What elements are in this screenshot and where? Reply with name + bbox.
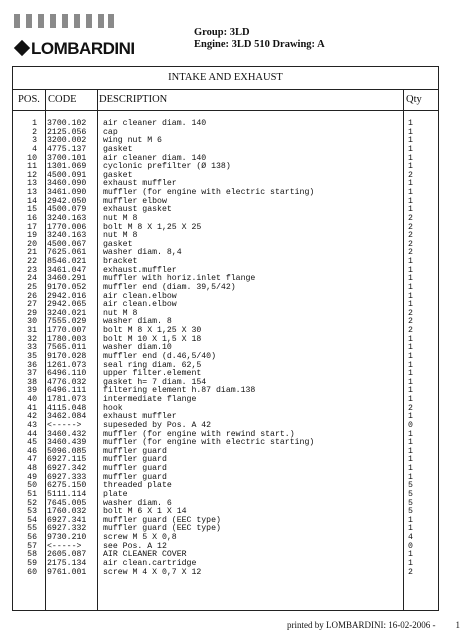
part-code: 1261.073 xyxy=(47,360,87,370)
part-qty: 1 xyxy=(408,119,413,128)
part-description: bolt M 8 X 1,25 X 25 xyxy=(103,222,202,232)
part-description: muffler with horiz.inlet flange xyxy=(103,274,256,284)
part-pos: 23 xyxy=(27,265,37,275)
part-description: muffler guard xyxy=(103,446,167,456)
column-header-pos: POS. xyxy=(13,89,45,111)
part-qty: 1 xyxy=(408,179,413,189)
part-code: 6927.333 xyxy=(47,472,87,482)
part-qty: 1 xyxy=(408,472,413,482)
print-footer xyxy=(287,620,460,630)
part-pos: 20 xyxy=(27,239,37,249)
part-description: exhaust gasket xyxy=(103,205,172,215)
engine-drawing-label: Engine: 3LD 510 Drawing: A xyxy=(194,39,325,50)
part-description: gasket h= 7 diam. 154 xyxy=(103,377,207,387)
part-qty: 1 xyxy=(408,282,413,292)
part-pos: 25 xyxy=(27,282,37,292)
part-qty: 2 xyxy=(408,317,413,327)
part-pos: 51 xyxy=(27,489,37,499)
part-qty: 1 xyxy=(408,395,413,404)
part-qty: 2 xyxy=(408,248,413,258)
part-code: 4775.137 xyxy=(47,144,87,154)
part-code: 1770.006 xyxy=(47,222,87,232)
part-pos: 45 xyxy=(27,438,37,448)
part-code: <-----> xyxy=(47,420,82,430)
part-description: exhaust muffler xyxy=(103,412,177,422)
part-pos: 17 xyxy=(27,222,37,232)
part-pos: 24 xyxy=(27,274,37,284)
part-code: 7555.029 xyxy=(47,317,87,327)
part-qty: 1 xyxy=(408,127,413,137)
part-pos: 53 xyxy=(27,507,37,517)
part-code: 3240.163 xyxy=(47,213,87,223)
part-pos: 59 xyxy=(27,558,37,568)
part-description: muffler (for engine with electric starting) xyxy=(103,438,315,448)
part-description: screw M 4 X 0,7 X 12 xyxy=(103,567,202,577)
part-pos: 32 xyxy=(27,334,37,344)
lombardini-logo xyxy=(14,14,135,58)
part-qty: 1 xyxy=(408,153,413,163)
logo-diamond-icon xyxy=(14,40,30,56)
part-description: air cleaner diam. 140 xyxy=(103,119,207,128)
column-header-code: CODE xyxy=(45,89,97,111)
part-description: nut M 8 xyxy=(103,213,138,223)
part-description: cyclonic prefilter (Ø 138) xyxy=(103,162,231,172)
part-description: upper filter.element xyxy=(103,369,202,379)
part-qty: 1 xyxy=(408,550,413,560)
part-description: muffler guard (EEC type) xyxy=(103,524,221,534)
part-code: 6927.342 xyxy=(47,464,87,473)
part-qty: 2 xyxy=(408,403,413,413)
part-qty: 1 xyxy=(408,136,413,146)
part-code: 5096.085 xyxy=(47,446,87,456)
group-label: Group: 3LD xyxy=(194,27,250,38)
part-pos: 55 xyxy=(27,524,37,534)
part-code: 3460.291 xyxy=(47,274,87,284)
part-pos: 47 xyxy=(27,455,37,465)
section-title: INTAKE AND EXHAUST xyxy=(13,67,438,90)
part-description: air clean.elbow xyxy=(103,300,177,310)
part-qty: 0 xyxy=(408,541,413,551)
part-pos: 16 xyxy=(27,213,37,223)
part-description: filtering element h.87 diam.138 xyxy=(103,386,256,396)
part-description: gasket xyxy=(103,170,133,180)
part-description: hook xyxy=(103,403,123,413)
part-pos: 26 xyxy=(27,291,37,301)
part-code: 9761.001 xyxy=(47,567,87,577)
part-qty: 1 xyxy=(408,343,413,353)
part-pos: 21 xyxy=(27,248,37,258)
part-description: gasket xyxy=(103,239,133,249)
part-code: 6275.150 xyxy=(47,481,87,491)
part-pos: 10 xyxy=(27,153,37,163)
part-description: muffler (for engine with electric starting) xyxy=(103,188,315,197)
part-description: plate xyxy=(103,489,128,499)
part-qty: 2 xyxy=(408,222,413,232)
part-qty: 4 xyxy=(408,533,413,542)
part-qty: 1 xyxy=(408,369,413,379)
part-qty: 2 xyxy=(408,567,413,577)
part-pos: 52 xyxy=(27,498,37,508)
part-code: 2942.065 xyxy=(47,300,87,310)
part-code: 3700.101 xyxy=(47,153,87,163)
part-pos: 31 xyxy=(27,326,37,335)
part-pos: 30 xyxy=(27,317,37,327)
part-description: bracket xyxy=(103,257,138,266)
part-pos: 13 xyxy=(27,179,37,189)
part-code: 1301.069 xyxy=(47,162,87,172)
part-code: 7625.061 xyxy=(47,248,87,258)
part-qty: 2 xyxy=(408,231,413,241)
part-code: 1770.007 xyxy=(47,326,87,335)
part-description: washer diam.10 xyxy=(103,343,172,353)
part-description: see Pos. A 12 xyxy=(103,541,167,551)
part-description: muffler end (d.46,5/40) xyxy=(103,351,217,361)
part-qty: 1 xyxy=(408,257,413,266)
part-qty: 1 xyxy=(408,524,413,534)
part-description: bolt M 10 X 1,5 X 18 xyxy=(103,334,202,344)
part-code: 7565.011 xyxy=(47,343,87,353)
part-description: muffler guard xyxy=(103,455,167,465)
part-pos: 2 xyxy=(32,127,37,137)
part-description: cap xyxy=(103,127,118,137)
part-pos: 56 xyxy=(27,533,37,542)
part-code: 3700.102 xyxy=(47,119,87,128)
part-code: 2942.016 xyxy=(47,291,87,301)
part-qty: 2 xyxy=(408,170,413,180)
part-qty: 5 xyxy=(408,489,413,499)
printed-by-text: printed by LOMBARDINI: 16-02-2006 - xyxy=(287,620,436,630)
part-qty: 1 xyxy=(408,205,413,215)
part-description: muffler guard xyxy=(103,464,167,473)
part-pos: 19 xyxy=(27,231,37,241)
part-code: 8546.021 xyxy=(47,257,87,266)
part-pos: 35 xyxy=(27,351,37,361)
part-qty: 1 xyxy=(408,265,413,275)
part-pos: 29 xyxy=(27,308,37,318)
logo-stripes xyxy=(14,14,114,28)
part-description: seal ring diam. 62,5 xyxy=(103,360,202,370)
part-code: 9170.052 xyxy=(47,282,87,292)
part-code: 6927.332 xyxy=(47,524,87,534)
part-qty: 1 xyxy=(408,291,413,301)
part-description: bolt M 8 X 1,25 X 30 xyxy=(103,326,202,335)
part-qty: 1 xyxy=(408,412,413,422)
page-number: 1 xyxy=(455,620,460,630)
part-pos: 41 xyxy=(27,403,37,413)
table-row xyxy=(13,569,438,578)
part-code: 9170.028 xyxy=(47,351,87,361)
part-description: muffler guard (EEC type) xyxy=(103,515,221,525)
part-pos: 50 xyxy=(27,481,37,491)
part-pos: 33 xyxy=(27,343,37,353)
part-description: threaded plate xyxy=(103,481,172,491)
parts-list xyxy=(13,120,438,577)
part-description: exhaust muffler xyxy=(103,179,177,189)
part-qty: 2 xyxy=(408,213,413,223)
part-pos: 57 xyxy=(27,541,37,551)
part-qty: 5 xyxy=(408,498,413,508)
part-qty: 5 xyxy=(408,481,413,491)
part-qty: 1 xyxy=(408,300,413,310)
part-code: 3240.163 xyxy=(47,231,87,241)
part-pos: 3 xyxy=(32,136,37,146)
part-code: 3460.439 xyxy=(47,438,87,448)
part-qty: 0 xyxy=(408,420,413,430)
part-pos: 44 xyxy=(27,429,37,439)
part-description: exhaust.muffler xyxy=(103,265,177,275)
part-description: nut M 8 xyxy=(103,231,138,241)
part-qty: 2 xyxy=(408,326,413,335)
part-pos: 58 xyxy=(27,550,37,560)
part-pos: 11 xyxy=(27,162,37,172)
part-pos: 48 xyxy=(27,464,37,473)
part-pos: 4 xyxy=(32,144,37,154)
part-qty: 1 xyxy=(408,360,413,370)
part-pos: 54 xyxy=(27,515,37,525)
part-qty: 1 xyxy=(408,455,413,465)
part-description: nut M 8 xyxy=(103,308,138,318)
part-pos: 15 xyxy=(27,205,37,215)
part-qty: 1 xyxy=(408,162,413,172)
part-code: 6496.111 xyxy=(47,386,87,396)
part-qty: 1 xyxy=(408,438,413,448)
part-description: washer diam. 8 xyxy=(103,317,172,327)
part-code: 3240.021 xyxy=(47,308,87,318)
part-qty: 1 xyxy=(408,274,413,284)
part-code: 2175.134 xyxy=(47,558,87,568)
part-code: 6927.341 xyxy=(47,515,87,525)
part-description: muffler guard xyxy=(103,472,167,482)
part-code: 1781.073 xyxy=(47,395,87,404)
part-code: 2125.056 xyxy=(47,127,87,137)
part-pos: 46 xyxy=(27,446,37,456)
part-qty: 2 xyxy=(408,239,413,249)
column-header-qty: Qty xyxy=(403,89,438,111)
part-code: 3462.084 xyxy=(47,412,87,422)
part-qty: 1 xyxy=(408,429,413,439)
column-header-description: DESCRIPTION xyxy=(97,89,403,111)
part-pos: 1 xyxy=(32,119,37,128)
part-code: 3460.432 xyxy=(47,429,87,439)
part-code: 4500.091 xyxy=(47,170,87,180)
part-code: 4115.048 xyxy=(47,403,87,413)
part-code: 3461.047 xyxy=(47,265,87,275)
part-description: AIR CLEANER COVER xyxy=(103,550,187,560)
part-code: 3461.090 xyxy=(47,188,87,197)
part-description: air cleaner diam. 140 xyxy=(103,153,207,163)
part-description: muffler (for engine with rewind start.) xyxy=(103,429,295,439)
part-pos: 38 xyxy=(27,377,37,387)
part-code: 3460.090 xyxy=(47,179,87,189)
parts-table xyxy=(12,66,439,611)
part-code: 4776.032 xyxy=(47,377,87,387)
part-description: air clean.cartridge xyxy=(103,558,197,568)
part-description: muffler end (diam. 39,5/42) xyxy=(103,282,236,292)
part-qty: 1 xyxy=(408,464,413,473)
part-qty: 1 xyxy=(408,196,413,206)
part-description: bolt M 6 X 1 X 14 xyxy=(103,507,187,517)
part-qty: 1 xyxy=(408,188,413,197)
part-description: supeseded by Pos. A 42 xyxy=(103,420,212,430)
part-pos: 40 xyxy=(27,395,37,404)
part-code: 7645.005 xyxy=(47,498,87,508)
part-description: washer diam. 6 xyxy=(103,498,172,508)
part-code: 6496.110 xyxy=(47,369,87,379)
part-qty: 1 xyxy=(408,386,413,396)
part-description: gasket xyxy=(103,144,133,154)
part-code: 3200.002 xyxy=(47,136,87,146)
logo-wordmark: LOMBARDINI xyxy=(31,39,135,58)
part-code: <-----> xyxy=(47,541,82,551)
part-qty: 1 xyxy=(408,377,413,387)
part-description: screw M 5 X 0,8 xyxy=(103,533,177,542)
part-pos: 43 xyxy=(27,420,37,430)
part-code: 4500.079 xyxy=(47,205,87,215)
part-qty: 5 xyxy=(408,507,413,517)
part-qty: 1 xyxy=(408,515,413,525)
part-pos: 22 xyxy=(27,257,37,266)
part-description: intermediate flange xyxy=(103,395,197,404)
part-qty: 1 xyxy=(408,144,413,154)
part-code: 1760.032 xyxy=(47,507,87,517)
part-code: 2605.087 xyxy=(47,550,87,560)
part-description: wing nut M 6 xyxy=(103,136,162,146)
part-pos: 36 xyxy=(27,360,37,370)
part-code: 2942.050 xyxy=(47,196,87,206)
part-qty: 1 xyxy=(408,334,413,344)
part-code: 1780.003 xyxy=(47,334,87,344)
part-pos: 13 xyxy=(27,188,37,197)
part-qty: 1 xyxy=(408,351,413,361)
part-code: 4500.067 xyxy=(47,239,87,249)
part-pos: 14 xyxy=(27,196,37,206)
part-pos: 27 xyxy=(27,300,37,310)
part-code: 5111.114 xyxy=(47,489,87,499)
part-code: 9730.210 xyxy=(47,533,87,542)
part-qty: 2 xyxy=(408,308,413,318)
part-pos: 37 xyxy=(27,369,37,379)
part-description: muffler elbow xyxy=(103,196,167,206)
part-pos: 60 xyxy=(27,567,37,577)
part-description: air clean.elbow xyxy=(103,291,177,301)
part-pos: 39 xyxy=(27,386,37,396)
part-qty: 1 xyxy=(408,558,413,568)
part-pos: 42 xyxy=(27,412,37,422)
part-code: 6927.115 xyxy=(47,455,87,465)
part-description: washer diam. 8,4 xyxy=(103,248,182,258)
part-qty: 1 xyxy=(408,446,413,456)
part-pos: 12 xyxy=(27,170,37,180)
part-pos: 49 xyxy=(27,472,37,482)
